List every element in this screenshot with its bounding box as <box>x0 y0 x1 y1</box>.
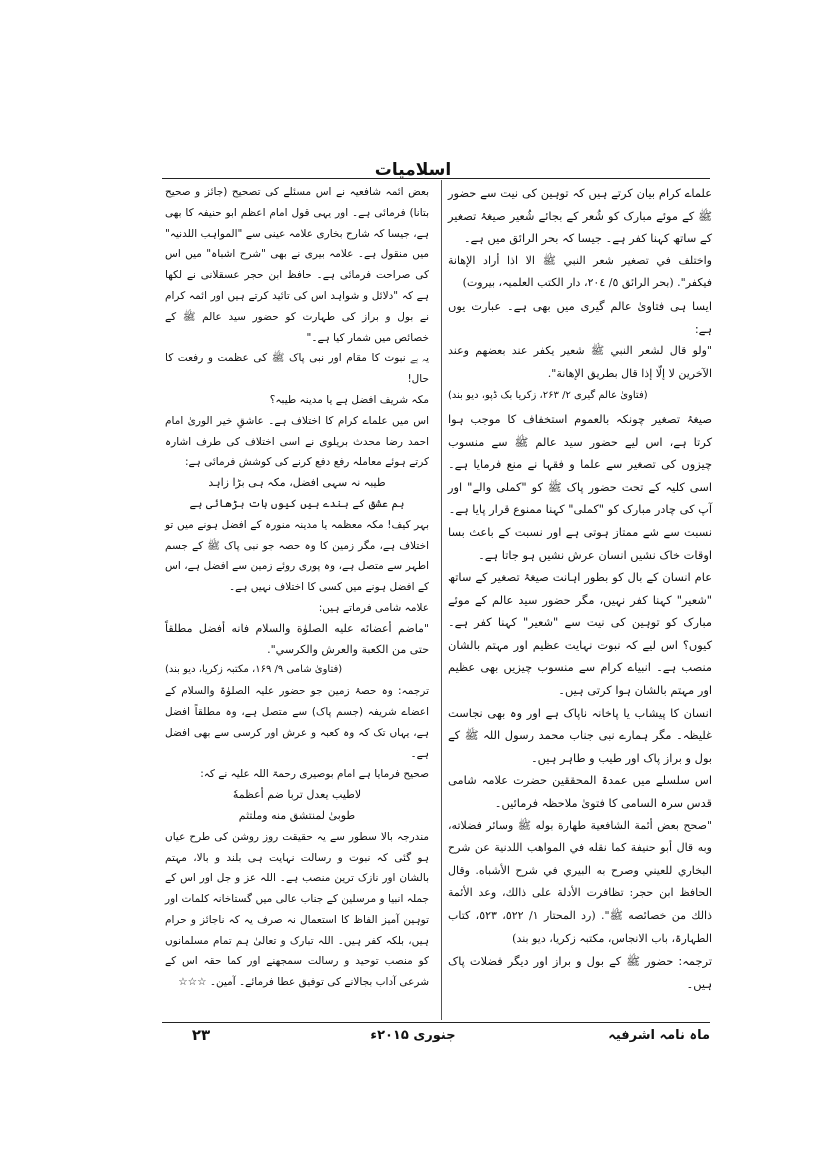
header-rule <box>162 178 710 179</box>
paragraph-arabic-quote: واختلف في تصغير شعر النبي ﷺ الا اذا أراد الإهانة فيكفر". (بحر الرائق ٥/ ٢٠٤، دار الکتب العلمیہ، بیروت) <box>448 253 712 290</box>
column-divider <box>441 180 442 1020</box>
page-header-title: اسلامیات <box>374 160 452 180</box>
paragraph-urdu: علامہ شامی فرماتے ہیں: <box>318 601 429 614</box>
paragraph-translation: ترجمہ: وہ حصۂ زمین جو حضور علیہ الصلوٰۃ والسلام کے اعضاے شریفہ (جسم پاک) سے متصل ہے، وہ مطلقاً افضل ہے، یہاں تک کہ وہ کعبہ و عرش اور کرسی سے بھی افضل ہے۔ <box>165 685 429 760</box>
poem-line: طیبہ نہ سہی افضل، مکہ ہی بڑا زاہد <box>208 476 386 490</box>
left-column <box>165 182 429 993</box>
footer-issue-date: جنوری ۲۰۱۵ء <box>370 1028 456 1043</box>
paragraph-urdu: عام انسان کے بال کو بطور اہانت صیغۂ تصغیر کے ساتھ "شعیر" کہنا کفر نہیں، مگر حضور سید عالم کے موئے مبارک کو توہین کی نیت سے "شعیر" کہنا کفر ہے۔ کیوں؟ اس لیے کہ نبوت نہایت عظیم اور مہتم بالشان منصب ہے۔ انبیاے کرام سے منسوب چیزیں بھی عظیم اور مہتم بالشان ہوا کرتی ہیں۔ <box>448 570 712 698</box>
footer-page-number: ۲۳ <box>191 1026 211 1044</box>
paragraph-arabic-quote: "ولو قال لشعر النبي ﷺ شعير يكفر عند بعضهم وعند الآخرين لا إلّا إذا قال بطريق الإهانة". <box>448 344 712 380</box>
section-question: مکہ شریف افضل ہے یا مدینہ طیبہ؟ <box>269 393 429 406</box>
paragraph-urdu: اس سلسلے میں عمدۃ المحققین حضرت علامہ شامی قدس سرہ السامی کا فتویٰ ملاحظہ فرمائیں۔ <box>448 773 712 811</box>
paragraph-urdu: یہ ہے نبوت کا مقام اور نبی پاک ﷺ کی عظمت و رفعت کا حال! <box>165 352 429 386</box>
poem-line: ہم عشق کے بندے ہیں کیوں بات بڑھائی ہے <box>189 496 405 510</box>
paragraph-urdu: انسان کا پیشاب یا پاخانہ ناپاک ہے اور وہ بھی نجاست غلیظہ۔ مگر ہمارے نبی جناب محمد رسول اللہ ﷺ کے بول و براز پاک اور طیب و طاہر ہیں۔ <box>448 705 712 765</box>
reference-citation: (فتاویٰ عالم گیری ۲/ ۲۶۳، زکریا بک ڈپو، دیو بند) <box>448 390 648 402</box>
paragraph-urdu: علماے کرام بیان کرتے ہیں کہ توہین کی نیت سے حضور ﷺ کے موئے مبارک کو شُعر کے بجائے شُعیر صیغۂ تصغیر کے ساتھ کہنا کفر ہے۔ جیسا کہ بحر الرائق میں ہے۔ <box>448 186 712 246</box>
paragraph-urdu: نسبت سے شے ممتاز ہوتی ہے اور نسبت کے باعث بسا اوقات خاک نشیں انسان عرش نشیں ہو جاتا ہے۔ <box>448 524 712 562</box>
paragraph-arabic-quote: "صحح بعض أئمة الشافعية طهارة بوله ﷺ وسائر فضلاته، وبه قال أبو حنيفة كما نقله في المواهب اللدنية عن شرح البخاري للعيني وصرح به البيري في شرح الأشباه. وقال الحافظ ابن حجر: تظافرت الأدلة على ذالك، وعد الأئمة ذالك من خصائصه ﷺ". (رد المحتار ١/ ٥٢٢، ٥٢٣، کتاب الطہارۃ، باب الانجاس، مکتبہ زکریا، دیو بند) <box>448 818 713 945</box>
paragraph-urdu: صحیح فرمایا ہے امام بوصیری رحمۃ اللہ علیہ نے کہ: <box>200 768 429 781</box>
right-column <box>448 182 712 995</box>
paragraph-urdu: ایسا ہی فتاویٰ عالم گیری میں بھی ہے۔ عبارت یوں ہے: <box>448 298 712 336</box>
paragraph-arabic-quote: "ماضم أعضائه عليه الصلوٰة والسلام فانه أفضل مطلقاً حتى من الكعبة والعرش والكرسي". <box>165 621 429 656</box>
paragraph-urdu: مندرجہ بالا سطور سے یہ حقیقت روز روشن کی طرح عیاں ہو گئی کہ نبوت و رسالت نہایت ہی بلند و بالا، مہتم بالشان اور نازک ترین منصب ہے۔ اللہ عز و جل اور اس کے جملہ انبیا و مرسلین کے جناب عالی میں گستاخانہ کلمات اور توہین آمیز الفاظ کا استعمال نہ صرف یہ کہ ناجائز و حرام ہیں، بلکہ کفر ہیں۔ اللہ تبارک و تعالیٰ ہم تمام مسلمانوں کو منصب توحید و رسالت سمجھنے اور کما حقہ اس کے شرعی آداب بجالانے کی توفیق عطا فرمائے۔ آمین۔ ☆☆☆ <box>165 830 429 989</box>
footer-journal-name: ماہ نامہ اشرفیہ <box>608 1028 710 1043</box>
poem-line: لاطيب يعدل تربا ضم أعظمهٗ <box>232 788 362 802</box>
poem-line: طوبىٰ لمنتشق منه وملتثم <box>238 808 356 822</box>
paragraph-urdu: اس میں علماے کرام کا اختلاف ہے۔ عاشقِ خیر الوریٰ امام احمد رضا محدث بریلوی نے اسی اختلاف کی طرف اشارہ کرتے ہوئے معاملہ رفع دفع کرنے کی کوشش فرمائی ہے: <box>165 414 429 469</box>
paragraph-urdu: بعض ائمہ شافعیہ نے اس مسئلے کی تصحیح (جائز و صحیح بتانا) فرمائی ہے۔ اور یہی قول امام اعظم ابو حنیفہ کا بھی ہے، جیسا کہ شارح بخاری علامہ عینی سے "المواہب اللدنیہ" میں منقول ہے۔ علامہ بیری نے بھی "شرح اشباہ" میں اس کی صراحت فرمائی ہے۔ حافظ ابن حجر عسقلانی نے لکھا ہے کہ "دلائل و شواہد اس کی تائید کرتے ہیں اور ائمہ کرام نے بول و براز کی طہارت کو حضور سید عالم ﷺ کے خصائص میں شمار کیا ہے۔" <box>165 186 429 344</box>
paragraph-urdu: بہر کیف! مکہ معظمہ یا مدینہ منورہ کے افضل ہونے میں تو اختلاف ہے، مگر زمین کا وہ حصہ جو نبی پاک ﷺ کے جسم اطہر سے متصل ہے، وہ پوری روئے زمین سے افضل ہے، اس کے افضل ہونے میں کسی کا اختلاف نہیں ہے۔ <box>165 518 429 594</box>
paragraph-translation: ترجمہ: حضور ﷺ کے بول و براز اور دیگر فضلات پاک ہیں۔ <box>448 954 712 991</box>
paragraph-urdu: صیغۂ تصغیر چونکہ بالعموم استخفاف کا موجب ہوا کرتا ہے، اس لیے حضور سید عالم ﷺ سے منسوب چیزوں کی تصغیر سے علما و فقہا نے منع فرمایا ہے۔ اسی کلیہ کے تحت حضور پاک ﷺ کو "کملی والے" اور آپ کی چادر مبارک کو "کملی" کہنا ممنوع قرار پایا ہے۔ <box>448 411 712 517</box>
reference-citation: (فتاویٰ شامی ۹/ ۱۶۹، مکتبہ زکریا، دیو بند) <box>165 664 343 676</box>
footer-rule <box>162 1022 710 1023</box>
